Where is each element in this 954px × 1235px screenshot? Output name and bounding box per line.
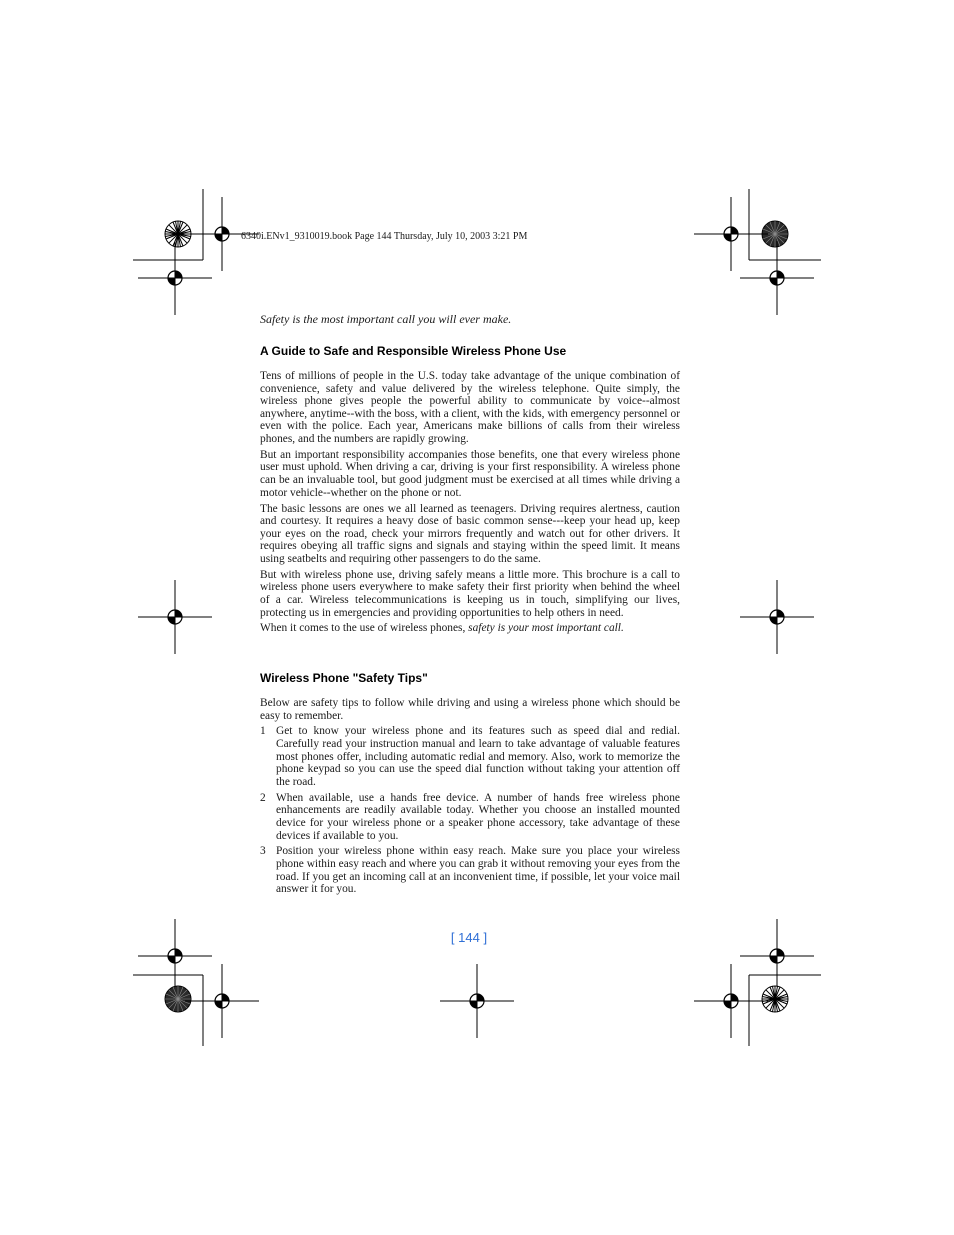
tips-list	[260, 725, 680, 895]
guide-closing-lead: When it comes to the use of wireless phones,	[260, 622, 469, 635]
guide-paragraph: The basic lessons are ones we all learned as teenagers. Driving requires alertness, caution and courtesy. It requires a heavy dose of basic common sense---keep your head up, keep your eyes on the road, check your mirrors frequently and watch out for other drivers. It requires obeying all traffic signs and signals and staying within the speed limit. It means using seatbelts and requiring other passengers to do the same.	[260, 502, 680, 565]
safety-tagline: Safety is the most important call you will ever make.	[260, 312, 512, 326]
guide-closing-emphasis: safety is your most important call.	[468, 622, 624, 635]
tip-number: 1	[260, 725, 266, 738]
guide-closing	[260, 622, 680, 635]
guide-paragraph: But an important responsibility accompanies those benefits, one that every wireless phone user must uphold. When driving a car, driving is your first responsibility. A wireless phone can be an invaluable tool, but good judgment must be exercised at all times while driving a motor vehicle--whether on the phone or not.	[260, 448, 680, 499]
tip-item	[260, 845, 680, 895]
tip-text: Get to know your wireless phone and its features such as speed dial and redial. Carefully read your instruction manual and learn to take advantage of valuable features most phones offer, including automatic redial and memory. Also, work to memorize the phone keypad so you can use the speed dial function without taking your attention off the road.	[276, 725, 680, 788]
guide-heading: A Guide to Safe and Responsible Wireless Phone Use	[260, 344, 567, 358]
tip-text: Position your wireless phone within easy reach. Make sure you place your wireless phone within easy reach and where you can grab it without removing your eyes from the road. If you get an incoming call at an inconvenient time, if possible, let your voice mail answer it for you.	[276, 845, 680, 896]
tips-heading: Wireless Phone "Safety Tips"	[260, 671, 428, 685]
guide-paragraph: But with wireless phone use, driving safely means a little more. This brochure is a call to wireless phone users everywhere to make safety their first priority when behind the wheel of a car. Wireless telecommunications is keeping us in touch, simplifying our lives, protecting us in emergencies and providing opportunities to help others in need.	[260, 568, 680, 619]
tips-section	[260, 697, 680, 899]
tip-item	[260, 792, 680, 842]
tip-text: When available, use a hands free device. A number of hands free wireless phone enhancements are readily available today. Whether you choose an installed mounted device for your wireless phone or a speaker phone accessory, take advantage of these devices if available to you.	[276, 791, 680, 842]
page-number: [ 144 ]	[450, 930, 488, 945]
tip-number: 2	[260, 791, 266, 804]
tip-item	[260, 725, 680, 788]
tips-intro: Below are safety tips to follow while driving and using a wireless phone which should be easy to remember.	[260, 697, 680, 722]
guide-paragraph: Tens of millions of people in the U.S. today take advantage of the unique combination of convenience, safety and value delivered by the wireless telephone. Quite simply, the wireless phone gives people the powerful ability to communicate by voice--almost anywhere, anytime--with the boss, with a client, with the kids, with emergency personnel or even with the police. Each year, Americans make billions of calls from their wireless phones, and the numbers are rapidly growing.	[260, 370, 680, 445]
guide-section	[260, 370, 680, 638]
book-header-line: 6340i.ENv1_9310019.book Page 144 Thursday, July 10, 2003 3:21 PM	[241, 231, 528, 242]
tip-number: 3	[260, 845, 266, 858]
